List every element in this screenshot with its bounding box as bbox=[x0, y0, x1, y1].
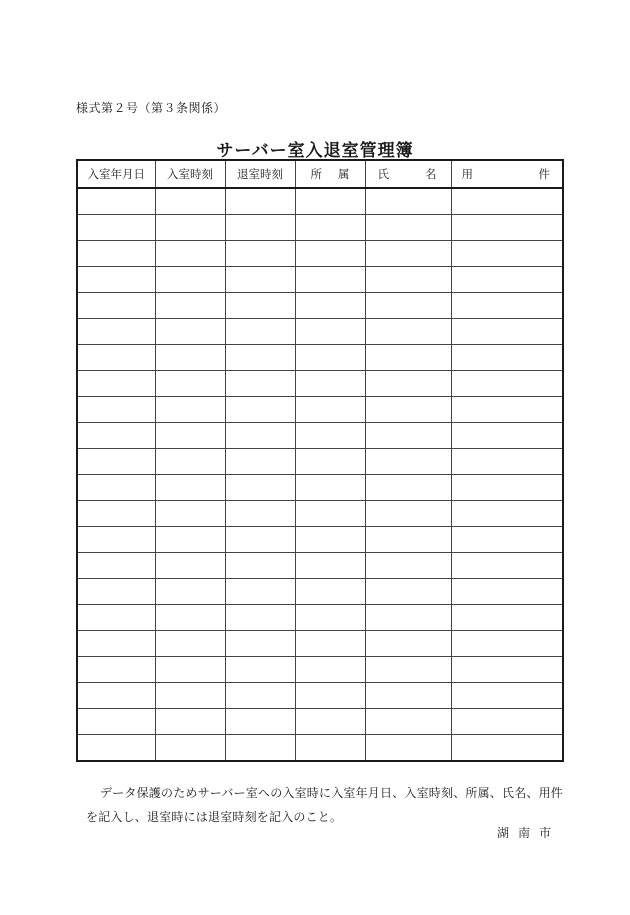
cell-entry_time[interactable] bbox=[155, 475, 225, 501]
cell-subject[interactable] bbox=[451, 423, 563, 449]
cell-exit_time[interactable] bbox=[225, 553, 295, 579]
cell-name[interactable] bbox=[365, 553, 451, 579]
cell-entry_date[interactable] bbox=[77, 501, 155, 527]
cell-exit_time[interactable] bbox=[225, 683, 295, 709]
header-subject bbox=[451, 160, 563, 188]
cell-entry_date[interactable] bbox=[77, 553, 155, 579]
cell-affiliation[interactable] bbox=[295, 319, 365, 345]
cell-entry_time[interactable] bbox=[155, 631, 225, 657]
cell-affiliation[interactable] bbox=[295, 631, 365, 657]
cell-affiliation[interactable] bbox=[295, 553, 365, 579]
cell-affiliation[interactable] bbox=[295, 449, 365, 475]
cell-name[interactable] bbox=[365, 527, 451, 553]
cell-entry_time[interactable] bbox=[155, 553, 225, 579]
cell-entry_time[interactable] bbox=[155, 397, 225, 423]
cell-entry_time[interactable] bbox=[155, 215, 225, 241]
cell-subject[interactable] bbox=[451, 293, 563, 319]
cell-affiliation[interactable] bbox=[295, 475, 365, 501]
table-row bbox=[77, 449, 563, 475]
cell-exit_time[interactable] bbox=[225, 475, 295, 501]
ledger-header bbox=[77, 160, 563, 188]
cell-name[interactable] bbox=[365, 449, 451, 475]
cell-entry_date[interactable] bbox=[77, 423, 155, 449]
cell-affiliation[interactable] bbox=[295, 423, 365, 449]
header-entry-date bbox=[77, 160, 155, 188]
cell-affiliation[interactable] bbox=[295, 735, 365, 762]
cell-entry_date[interactable] bbox=[77, 527, 155, 553]
cell-entry_date[interactable] bbox=[77, 579, 155, 605]
ledger-body bbox=[77, 188, 563, 761]
cell-exit_time[interactable] bbox=[225, 319, 295, 345]
cell-exit_time[interactable] bbox=[225, 423, 295, 449]
cell-entry_time[interactable] bbox=[155, 449, 225, 475]
instruction-note: データ保護のためサーバー室への入室時に入室年月日、入室時刻、所属、氏名、用件を記入し、退室時には退室時刻を記入のこと。 bbox=[86, 786, 564, 824]
cell-subject[interactable] bbox=[451, 501, 563, 527]
table-row bbox=[77, 709, 563, 735]
cell-exit_time[interactable] bbox=[225, 631, 295, 657]
cell-entry_date[interactable] bbox=[77, 709, 155, 735]
table-row bbox=[77, 553, 563, 579]
cell-affiliation[interactable] bbox=[295, 605, 365, 631]
header-exit-time bbox=[225, 160, 295, 188]
table-row bbox=[77, 683, 563, 709]
cell-exit_time[interactable] bbox=[225, 735, 295, 762]
cell-exit_time[interactable] bbox=[225, 501, 295, 527]
cell-subject[interactable] bbox=[451, 735, 563, 762]
cell-subject[interactable] bbox=[451, 188, 563, 215]
cell-affiliation[interactable] bbox=[295, 371, 365, 397]
cell-exit_time[interactable] bbox=[225, 267, 295, 293]
cell-exit_time[interactable] bbox=[225, 188, 295, 215]
cell-affiliation[interactable] bbox=[295, 683, 365, 709]
header-exit-time-label: 退室時刻 bbox=[237, 167, 283, 181]
cell-affiliation[interactable] bbox=[295, 657, 365, 683]
table-row bbox=[77, 241, 563, 267]
header-subject-label-part-1: 用 bbox=[461, 167, 473, 181]
cell-affiliation[interactable] bbox=[295, 501, 365, 527]
cell-subject[interactable] bbox=[451, 709, 563, 735]
cell-entry_time[interactable] bbox=[155, 345, 225, 371]
table-row bbox=[77, 188, 563, 215]
cell-subject[interactable] bbox=[451, 657, 563, 683]
cell-affiliation[interactable] bbox=[295, 579, 365, 605]
header-affiliation-label-part-2: 属 bbox=[338, 167, 350, 181]
header-name-label-part-1: 氏 bbox=[377, 167, 389, 181]
cell-name[interactable] bbox=[365, 423, 451, 449]
cell-name[interactable] bbox=[365, 345, 451, 371]
cell-entry_date[interactable] bbox=[77, 241, 155, 267]
cell-affiliation[interactable] bbox=[295, 527, 365, 553]
cell-entry_time[interactable] bbox=[155, 683, 225, 709]
cell-entry_date[interactable] bbox=[77, 475, 155, 501]
table-row bbox=[77, 215, 563, 241]
header-name bbox=[365, 160, 451, 188]
cell-affiliation[interactable] bbox=[295, 215, 365, 241]
cell-exit_time[interactable] bbox=[225, 579, 295, 605]
table-row bbox=[77, 579, 563, 605]
cell-name[interactable] bbox=[365, 215, 451, 241]
table-row bbox=[77, 345, 563, 371]
cell-entry_time[interactable] bbox=[155, 527, 225, 553]
header-subject-label-part-2: 件 bbox=[538, 167, 550, 181]
header-row bbox=[77, 160, 563, 188]
cell-entry_time[interactable] bbox=[155, 293, 225, 319]
cell-affiliation[interactable] bbox=[295, 241, 365, 267]
cell-subject[interactable] bbox=[451, 527, 563, 553]
cell-entry_time[interactable] bbox=[155, 241, 225, 267]
cell-name[interactable] bbox=[365, 319, 451, 345]
cell-name[interactable] bbox=[365, 605, 451, 631]
cell-subject[interactable] bbox=[451, 553, 563, 579]
cell-name[interactable] bbox=[365, 475, 451, 501]
cell-entry_date[interactable] bbox=[77, 397, 155, 423]
table-row bbox=[77, 267, 563, 293]
cell-exit_time[interactable] bbox=[225, 397, 295, 423]
cell-exit_time[interactable] bbox=[225, 449, 295, 475]
cell-subject[interactable] bbox=[451, 319, 563, 345]
cell-subject[interactable] bbox=[451, 345, 563, 371]
cell-subject[interactable] bbox=[451, 683, 563, 709]
table-row bbox=[77, 631, 563, 657]
cell-subject[interactable] bbox=[451, 605, 563, 631]
cell-entry_date[interactable] bbox=[77, 319, 155, 345]
table-row bbox=[77, 475, 563, 501]
cell-name[interactable] bbox=[365, 709, 451, 735]
cell-subject[interactable] bbox=[451, 475, 563, 501]
header-entry-time bbox=[155, 160, 225, 188]
cell-entry_time[interactable] bbox=[155, 188, 225, 215]
cell-exit_time[interactable] bbox=[225, 657, 295, 683]
cell-entry_date[interactable] bbox=[77, 449, 155, 475]
header-name-label-part-2: 名 bbox=[425, 167, 437, 181]
cell-entry_date[interactable] bbox=[77, 293, 155, 319]
cell-entry_date[interactable] bbox=[77, 188, 155, 215]
cell-entry_time[interactable] bbox=[155, 605, 225, 631]
cell-exit_time[interactable] bbox=[225, 709, 295, 735]
cell-name[interactable] bbox=[365, 188, 451, 215]
cell-entry_time[interactable] bbox=[155, 657, 225, 683]
cell-name[interactable] bbox=[365, 501, 451, 527]
cell-entry_date[interactable] bbox=[77, 657, 155, 683]
table-row bbox=[77, 605, 563, 631]
cell-subject[interactable] bbox=[451, 397, 563, 423]
cell-entry_date[interactable] bbox=[77, 683, 155, 709]
cell-entry_time[interactable] bbox=[155, 371, 225, 397]
cell-entry_time[interactable] bbox=[155, 709, 225, 735]
table-row bbox=[77, 293, 563, 319]
cell-exit_time[interactable] bbox=[225, 241, 295, 267]
cell-name[interactable] bbox=[365, 657, 451, 683]
cell-entry_date[interactable] bbox=[77, 605, 155, 631]
table-row bbox=[77, 527, 563, 553]
table-row bbox=[77, 371, 563, 397]
cell-name[interactable] bbox=[365, 735, 451, 762]
cell-name[interactable] bbox=[365, 631, 451, 657]
cell-affiliation[interactable] bbox=[295, 397, 365, 423]
entry-exit-ledger-table bbox=[76, 159, 564, 762]
cell-affiliation[interactable] bbox=[295, 267, 365, 293]
cell-name[interactable] bbox=[365, 293, 451, 319]
cell-subject[interactable] bbox=[451, 371, 563, 397]
cell-subject[interactable] bbox=[451, 241, 563, 267]
cell-affiliation[interactable] bbox=[295, 188, 365, 215]
cell-entry_date[interactable] bbox=[77, 735, 155, 762]
cell-exit_time[interactable] bbox=[225, 345, 295, 371]
document-title: サーバー室入退室管理簿 bbox=[216, 141, 414, 161]
cell-subject[interactable] bbox=[451, 267, 563, 293]
table-row bbox=[77, 423, 563, 449]
cell-exit_time[interactable] bbox=[225, 527, 295, 553]
table-row bbox=[77, 735, 563, 762]
cell-entry_date[interactable] bbox=[77, 267, 155, 293]
cell-subject[interactable] bbox=[451, 631, 563, 657]
header-entry-date-label: 入室年月日 bbox=[87, 167, 145, 181]
cell-entry_time[interactable] bbox=[155, 319, 225, 345]
cell-entry_time[interactable] bbox=[155, 735, 225, 762]
cell-exit_time[interactable] bbox=[225, 605, 295, 631]
header-affiliation-label-part-1: 所 bbox=[310, 167, 322, 181]
cell-name[interactable] bbox=[365, 371, 451, 397]
cell-name[interactable] bbox=[365, 267, 451, 293]
table-row bbox=[77, 657, 563, 683]
cell-name[interactable] bbox=[365, 397, 451, 423]
cell-name[interactable] bbox=[365, 579, 451, 605]
issuer-name: 湖南市 bbox=[496, 826, 560, 840]
cell-entry_date[interactable] bbox=[77, 215, 155, 241]
cell-exit_time[interactable] bbox=[225, 371, 295, 397]
cell-entry_time[interactable] bbox=[155, 579, 225, 605]
table-row bbox=[77, 397, 563, 423]
cell-subject[interactable] bbox=[451, 579, 563, 605]
cell-name[interactable] bbox=[365, 683, 451, 709]
cell-entry_time[interactable] bbox=[155, 423, 225, 449]
table-row bbox=[77, 501, 563, 527]
cell-affiliation[interactable] bbox=[295, 345, 365, 371]
header-affiliation bbox=[295, 160, 365, 188]
cell-entry_date[interactable] bbox=[77, 631, 155, 657]
cell-entry_date[interactable] bbox=[77, 345, 155, 371]
form-number: 様式第２号（第３条関係） bbox=[76, 101, 227, 115]
cell-name[interactable] bbox=[365, 241, 451, 267]
cell-affiliation[interactable] bbox=[295, 293, 365, 319]
cell-exit_time[interactable] bbox=[225, 293, 295, 319]
cell-subject[interactable] bbox=[451, 449, 563, 475]
cell-entry_time[interactable] bbox=[155, 501, 225, 527]
cell-entry_time[interactable] bbox=[155, 267, 225, 293]
cell-exit_time[interactable] bbox=[225, 215, 295, 241]
table-row bbox=[77, 319, 563, 345]
cell-entry_date[interactable] bbox=[77, 371, 155, 397]
header-entry-time-label: 入室時刻 bbox=[167, 167, 213, 181]
cell-affiliation[interactable] bbox=[295, 709, 365, 735]
cell-subject[interactable] bbox=[451, 215, 563, 241]
